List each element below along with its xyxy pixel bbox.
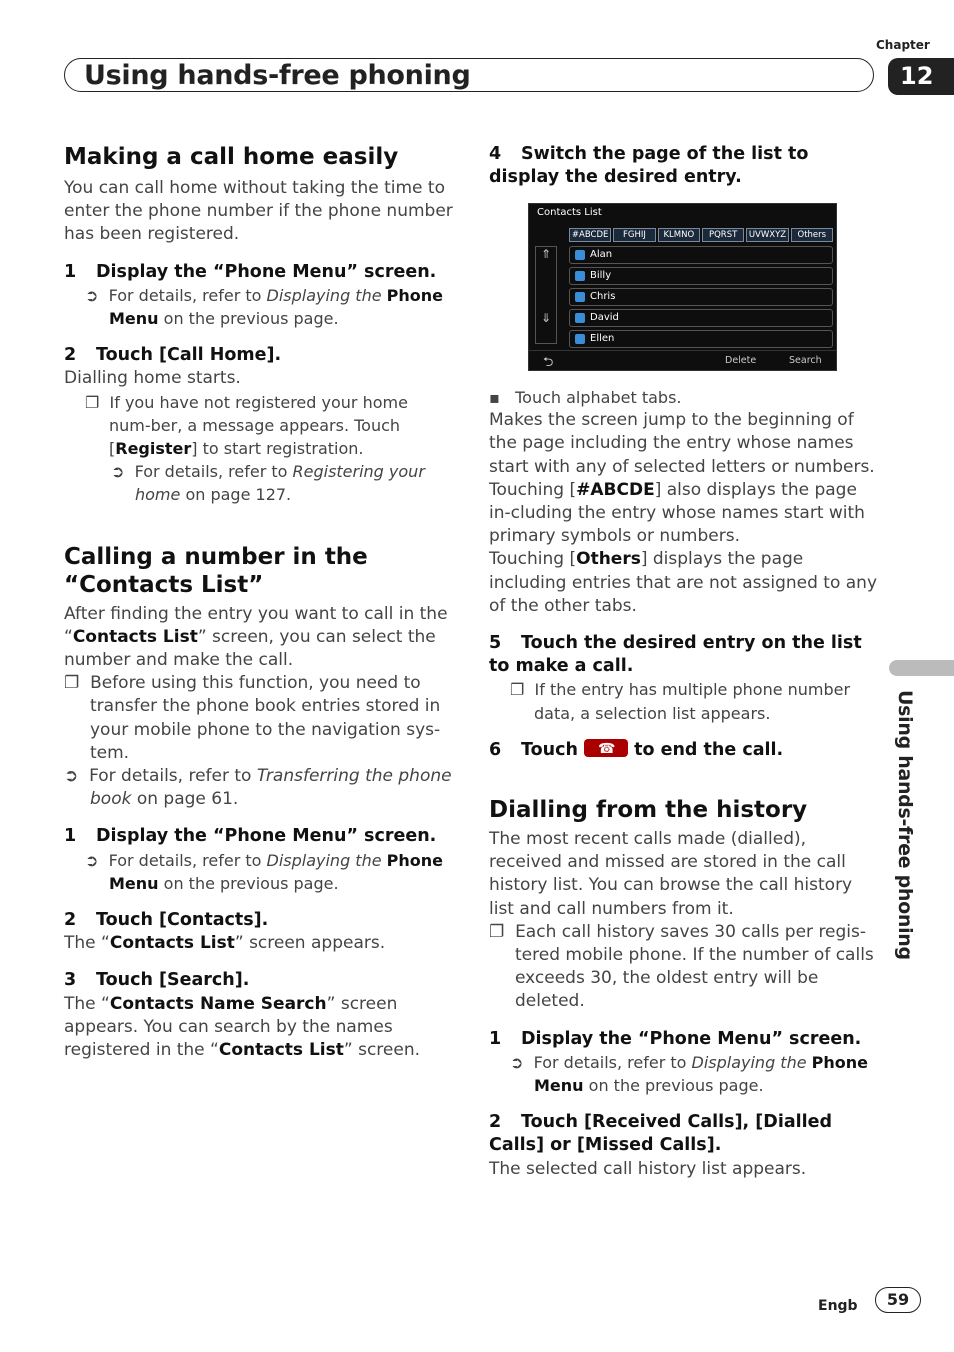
paragraph: The selected call history list appears. <box>489 1158 807 1179</box>
paragraph: You can call home without taking the time to enter the phone number if the phone number has been registered. <box>64 178 453 245</box>
contact-icon <box>575 334 585 344</box>
reference-note: ➲ For details, refer to Displaying the Phone Menu on the previous page. <box>85 850 444 893</box>
tab-fghij[interactable]: FGHIJ <box>613 228 655 242</box>
paragraph: The “Contacts Name Search” screen appears. You can search by the names registered in the “Contacts List” screen. <box>64 993 421 1061</box>
tab-uvwxyz[interactable]: UVWXYZ <box>746 228 788 242</box>
reference-note: ➲ For details, refer to Displaying the Phone Menu on the previous page. <box>85 285 444 329</box>
step: 2 Touch [Received Calls], [Dialled Calls] or [Missed Calls]. <box>489 1112 833 1156</box>
tab-others[interactable]: Others <box>791 228 833 242</box>
step: 3 Touch [Search]. <box>64 970 250 991</box>
step: 2 Touch [Contacts]. <box>64 910 269 931</box>
step: 1 Display the “Phone Menu” screen. <box>489 1028 862 1049</box>
right-column <box>489 143 881 189</box>
paragraph: Makes the screen jump to the beginning of the page including the entry whose names start with any of selected letters or numbers. <box>489 410 875 477</box>
side-tab-marker <box>889 660 954 676</box>
scroll-control[interactable] <box>535 246 557 344</box>
paragraph: The most recent calls made (dialled), received and missed are stored in the call history list. You can browse the call history list and call numbers from it. <box>489 829 853 919</box>
scroll-down-icon[interactable]: ⇓ <box>540 311 552 325</box>
scroll-up-icon[interactable]: ⇑ <box>540 247 552 261</box>
tab-pqrst[interactable]: PQRST <box>702 228 744 242</box>
contact-icon <box>575 313 585 323</box>
step: 1 Display the “Phone Menu” screen. <box>64 826 437 847</box>
back-icon[interactable]: ⮌ <box>543 355 554 370</box>
bullet: ▪ Touch alphabet tabs. <box>489 388 682 407</box>
section-heading-call-home: Making a call home easily <box>64 144 399 170</box>
paragraph: Dialling home starts. <box>64 368 241 389</box>
page-title: Using hands-free phoning <box>84 60 471 91</box>
reference-note: ➲ For details, refer to Registering your home on page 127. <box>111 462 425 505</box>
contact-row[interactable]: Ellen <box>569 330 833 348</box>
contact-icon <box>575 271 585 281</box>
section-heading-history: Dialling from the history <box>489 797 808 824</box>
reference-note: ➲ For details, refer to Transferring the phone book on page 61. <box>64 766 452 810</box>
step: 5 Touch the desired entry on the list to make a call. <box>489 633 862 677</box>
chapter-label: Chapter <box>876 38 930 52</box>
step: 1 Display the “Phone Menu” screen. <box>64 261 437 282</box>
tab-abcde[interactable]: #ABCDE <box>569 228 611 242</box>
contact-icon <box>575 292 585 302</box>
screenshot-bottom-bar <box>529 350 836 371</box>
reference-note: ➲ For details, refer to Displaying the Phone Menu on the previous page. <box>510 1052 869 1096</box>
search-button[interactable]: Search <box>789 355 822 366</box>
paragraph: The “Contacts List” screen appears. <box>64 933 386 954</box>
contact-row[interactable]: Billy <box>569 267 833 285</box>
step: 2 Touch [Call Home]. <box>64 345 282 366</box>
contact-row[interactable]: Alan <box>569 246 833 264</box>
alphabet-tabs <box>569 228 833 242</box>
paragraph: After finding the entry you want to call in the “Contacts List” screen, you can select the number and make the call. <box>64 603 448 671</box>
side-tab-label: Using hands-free phoning <box>894 690 916 960</box>
chapter-number: 12 <box>888 58 954 95</box>
paragraph: Touching [Others] displays the page including entries that are not assigned to any of the other tabs. <box>489 549 878 616</box>
note: ❐ Before using this function, you need to transfer the phone book entries stored in your mobile phone to the navigation sys-tem. <box>64 673 441 763</box>
contacts-list-screenshot <box>528 203 837 371</box>
left-column <box>64 143 454 1062</box>
contact-row[interactable]: David <box>569 309 833 327</box>
contact-icon <box>575 250 585 260</box>
screenshot-title: Contacts List <box>537 207 602 218</box>
page-number: 59 <box>875 1287 921 1313</box>
end-call-icon <box>584 739 628 757</box>
note: ❐ If you have not registered your home num-ber, a message appears. Touch [Register] to start registration. <box>85 392 408 459</box>
tab-klmno[interactable]: KLMNO <box>658 228 700 242</box>
right-column-body <box>489 386 881 1181</box>
section-heading-contacts: Calling a number in the “Contacts List” <box>64 543 368 598</box>
step: 4 Switch the page of the list to display the desired entry. <box>489 144 809 188</box>
delete-button[interactable]: Delete <box>725 355 757 366</box>
step: 6 Touch ☎ to end the call. <box>489 739 881 762</box>
note: ❐ Each call history saves 30 calls per regis-tered mobile phone. If the number of calls exceeds 30, the oldest entry will be deleted. <box>489 921 874 1012</box>
contact-row[interactable]: Chris <box>569 288 833 306</box>
paragraph: Touching [#ABCDE] also displays the page in-cluding the entry whose names start with primary symbols or numbers. <box>489 479 865 547</box>
footer-language: Engb <box>818 1298 858 1314</box>
note: ❐ If the entry has multiple phone number data, a selection list appears. <box>510 680 851 723</box>
